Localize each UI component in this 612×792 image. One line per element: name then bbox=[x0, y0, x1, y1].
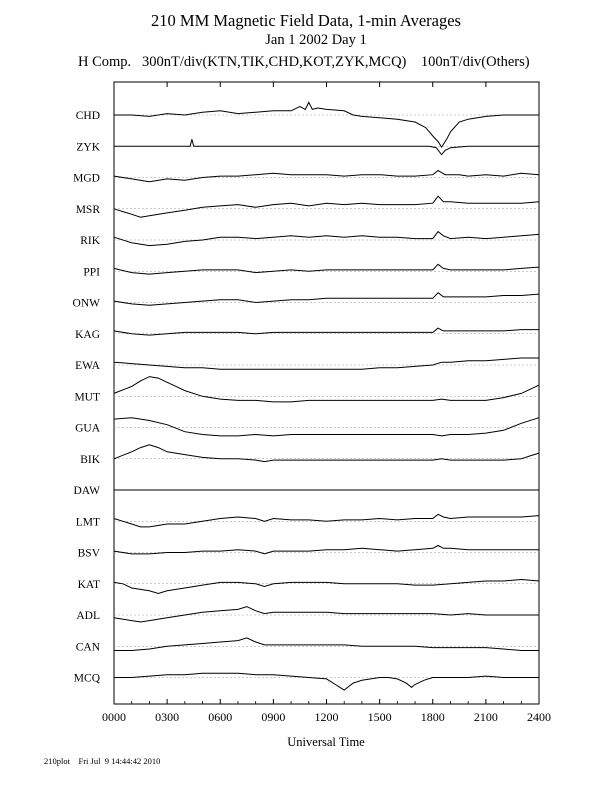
x-tick-label: 1200 bbox=[314, 710, 339, 724]
series-line-chd bbox=[114, 102, 539, 147]
footer-program: 210plot bbox=[44, 756, 70, 766]
footer-timestamp: Fri Jul 9 14:44:42 2010 bbox=[78, 756, 161, 766]
series-line-gua bbox=[114, 418, 539, 436]
series-line-kag bbox=[114, 328, 539, 335]
scale-small-label: 100nT/div(Others) bbox=[420, 54, 530, 70]
series-line-ewa bbox=[114, 358, 539, 369]
component-label: H Comp. bbox=[78, 54, 132, 70]
station-label-kat: KAT bbox=[77, 578, 100, 591]
series-line-onw bbox=[114, 293, 539, 306]
station-label-mut: MUT bbox=[74, 391, 100, 404]
station-label-adl: ADL bbox=[76, 610, 100, 622]
station-label-zyk: ZYK bbox=[76, 141, 100, 154]
series-line-adl bbox=[114, 607, 539, 622]
station-label-daw: DAW bbox=[73, 485, 100, 497]
x-tick-label: 2400 bbox=[527, 710, 551, 724]
chart-title: 210 MM Magnetic Field Data, 1-min Averages bbox=[151, 11, 461, 30]
footer bbox=[44, 756, 160, 766]
series-line-msr bbox=[114, 196, 539, 217]
series-line-rik bbox=[114, 232, 539, 246]
station-label-lmt: LMT bbox=[75, 516, 100, 529]
station-label-rik: RIK bbox=[80, 235, 100, 247]
x-tick-label: 0600 bbox=[208, 710, 233, 724]
series-line-mcq bbox=[114, 673, 539, 690]
x-tick-label: 1500 bbox=[367, 710, 392, 724]
series-line-bik bbox=[114, 445, 539, 462]
station-label-mgd: MGD bbox=[73, 172, 100, 185]
scale-large-label: 300nT/div(KTN,TIK,CHD,KOT,ZYK,MCQ) bbox=[142, 54, 407, 70]
station-labels bbox=[73, 110, 101, 685]
station-label-ppi: PPI bbox=[83, 266, 100, 279]
x-tick-label: 0900 bbox=[261, 710, 286, 724]
x-axis-ticks bbox=[102, 82, 551, 724]
station-label-chd: CHD bbox=[75, 110, 100, 122]
baselines bbox=[114, 115, 539, 678]
series-line-kat bbox=[114, 580, 539, 594]
series-line-can bbox=[114, 638, 539, 651]
series-line-mut bbox=[114, 377, 539, 402]
station-label-msr: MSR bbox=[75, 203, 100, 216]
x-tick-label: 0000 bbox=[102, 710, 126, 724]
station-label-mcq: MCQ bbox=[73, 672, 100, 685]
station-label-bsv: BSV bbox=[77, 547, 100, 560]
x-tick-label: 0300 bbox=[155, 710, 180, 724]
series-line-lmt bbox=[114, 514, 539, 527]
station-label-ewa: EWA bbox=[75, 360, 100, 372]
x-tick-label: 2100 bbox=[473, 710, 498, 724]
chart-subtitle: Jan 1 2002 Day 1 bbox=[265, 32, 367, 48]
x-axis-label: Universal Time bbox=[287, 735, 365, 749]
station-label-kag: KAG bbox=[75, 328, 100, 341]
station-label-gua: GUA bbox=[75, 422, 100, 435]
series-line-mgd bbox=[114, 171, 539, 182]
station-label-can: CAN bbox=[75, 641, 100, 654]
station-label-onw: ONW bbox=[72, 297, 100, 310]
series-line-zyk bbox=[114, 139, 539, 154]
station-label-bik: BIK bbox=[80, 453, 100, 466]
x-tick-label: 1800 bbox=[420, 710, 445, 724]
series-line-ppi bbox=[114, 264, 539, 274]
